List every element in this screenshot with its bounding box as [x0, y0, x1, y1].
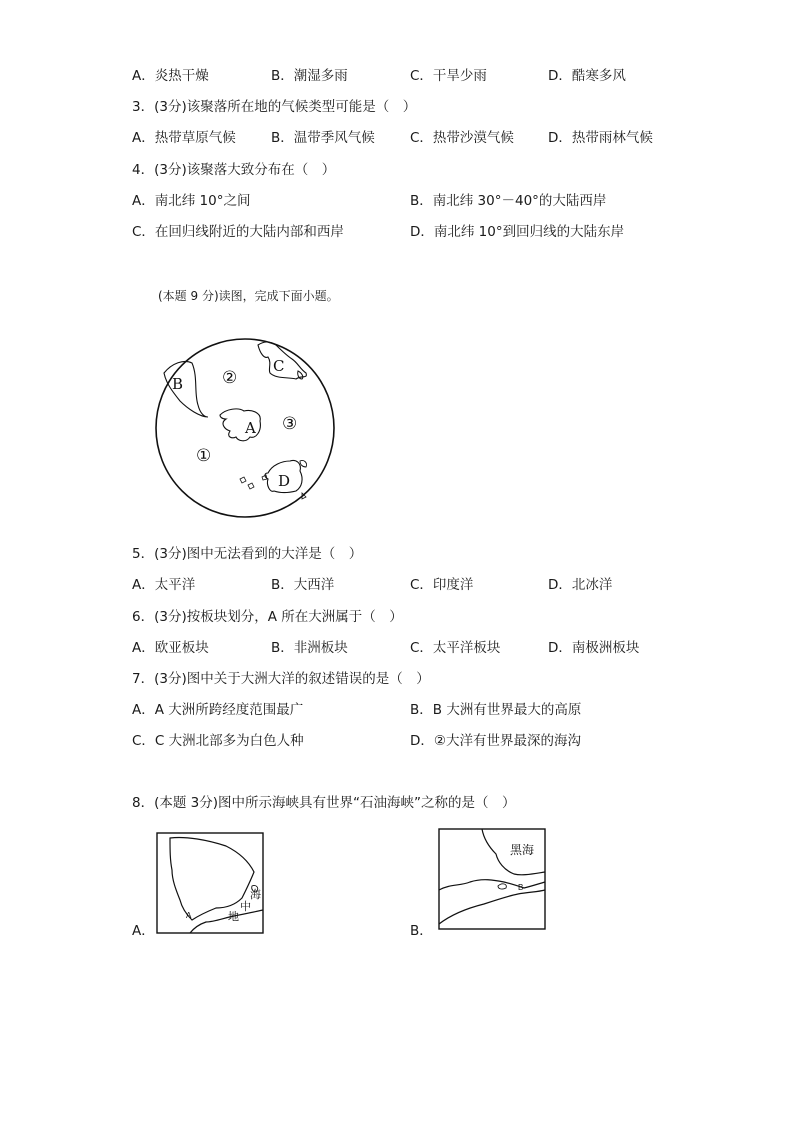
q3-option-c: C．热带沙漠气候	[410, 130, 514, 146]
strait-map-a	[156, 832, 264, 934]
ocean-label-2: ②	[222, 368, 238, 388]
q2-option-d: D．酷寒多风	[548, 68, 626, 84]
q4-option-d: D．南北纬 10°到回归线的大陆东岸	[410, 224, 625, 240]
q3-option-d: D．热带雨林气候	[548, 130, 653, 146]
map-label-d: D	[278, 472, 291, 490]
q4-option-c: C．在回归线附近的大陆内部和西岸	[132, 224, 344, 240]
q4-option-b: B．南北纬 30°－40°的大陆西岸	[410, 193, 607, 209]
q5-option-a: A．太平洋	[132, 577, 196, 593]
q7-option-c: C．C 大洲北部多为白色人种	[132, 733, 304, 749]
q7-option-a: A．A 大洲所跨经度范围最广	[132, 702, 304, 718]
map-a-label-zhong: 中	[240, 900, 251, 913]
map-b-label-b: B	[518, 883, 524, 892]
q7-stem: 7．(3分)图中关于大洲大洋的叙述错误的是（ ）	[132, 671, 430, 687]
map-label-a: A	[245, 419, 256, 437]
q6-option-b: B．非洲板块	[271, 640, 348, 656]
ocean-label-1: ①	[196, 446, 212, 466]
q3-stem: 3．(3分)该聚落所在地的气候类型可能是（ ）	[132, 99, 417, 115]
q5-option-c: C．印度洋	[410, 577, 474, 593]
q8-option-a-letter: A．	[132, 923, 155, 939]
q6-option-d: D．南极洲板块	[548, 640, 640, 656]
q5-option-b: B．大西洋	[271, 577, 335, 593]
map-a-label-hai: 海	[250, 888, 261, 901]
map-a-frame	[157, 833, 263, 933]
q2-option-c: C．干旱少雨	[410, 68, 487, 84]
map-label-c: C	[273, 357, 285, 375]
q5-stem: 5．(3分)图中无法看到的大洋是（ ）	[132, 546, 363, 562]
q4-option-a: A．南北纬 10°之间	[132, 193, 251, 209]
q3-option-b: B．温带季风气候	[271, 130, 375, 146]
q2-option-a: A．炎热干燥	[132, 68, 209, 84]
q6-option-a: A．欧亚板块	[132, 640, 209, 656]
q7-option-b: B．B 大洲有世界最大的高原	[410, 702, 582, 718]
q7-option-d: D．②大洋有世界最深的海沟	[410, 733, 581, 749]
map-a-label-a: A	[186, 911, 192, 920]
ocean-label-3: ③	[282, 414, 298, 434]
group-intro: (本题 9 分)读图，完成下面小题。	[158, 289, 339, 303]
map-a-label-di: 地	[228, 910, 239, 923]
q8-option-b-letter: B．	[410, 923, 433, 939]
strait-map-b	[438, 828, 546, 930]
q5-option-d: D．北冰洋	[548, 577, 613, 593]
map-b-label-heihai: 黑海	[510, 843, 535, 857]
q4-stem: 4．(3分)该聚落大致分布在（ ）	[132, 162, 336, 178]
q2-option-b: B．潮湿多雨	[271, 68, 348, 84]
globe-map	[150, 333, 340, 523]
q8-stem: 8．(本题 3分)图中所示海峡具有世界“石油海峡”之称的是（ ）	[132, 795, 516, 811]
q6-option-c: C．太平洋板块	[410, 640, 501, 656]
q6-stem: 6．(3分)按板块划分，A 所在大洲属于（ ）	[132, 609, 403, 625]
map-label-b: B	[172, 375, 184, 393]
q3-option-a: A．热带草原气候	[132, 130, 236, 146]
